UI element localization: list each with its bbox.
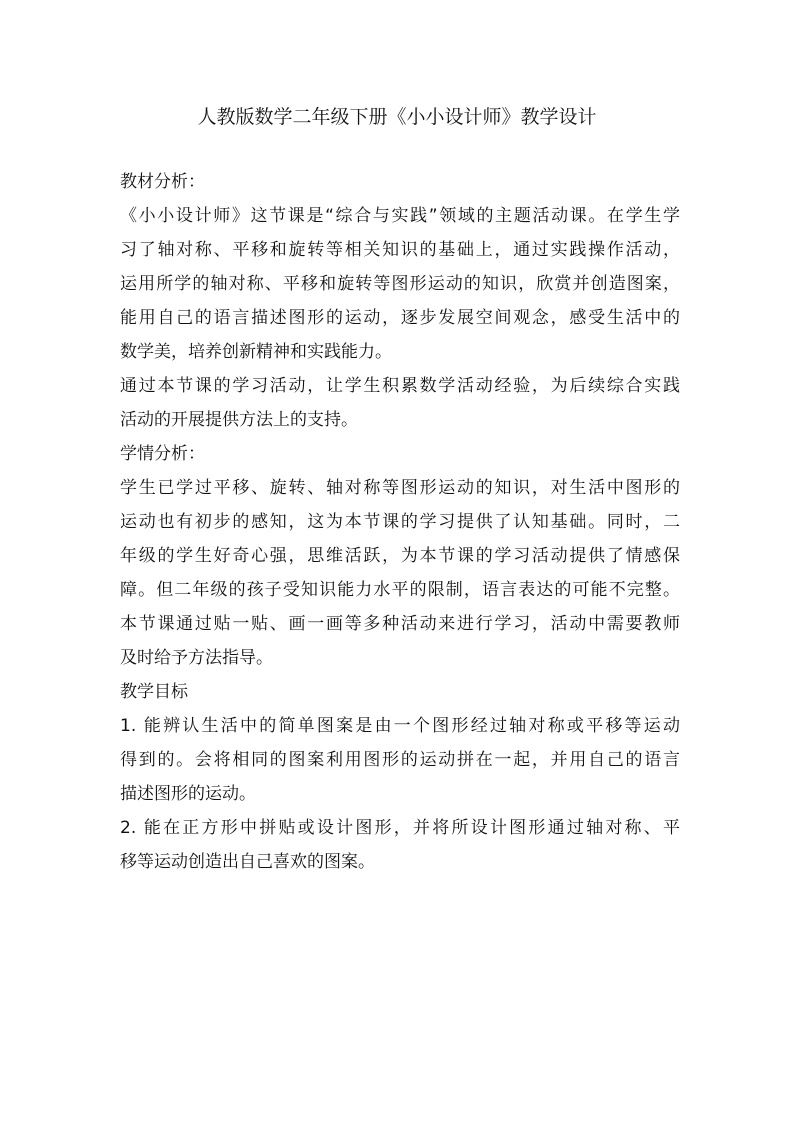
goal-item-line: 描述图形的运动。 [120,784,256,804]
paragraph-line: 运用所学的轴对称、平移和旋转等图形运动的知识，欣赏并创造图案， [120,274,680,294]
paragraph-line: 能用自己的语言描述图形的运动，逐步发展空间观念，感受生活中的 [120,308,680,328]
paragraph-line: 活动的开展提供方法上的支持。 [120,410,358,430]
paragraph-line: 障。但二年级的孩子受知识能力水平的限制，语言表达的可能不完整。 [120,580,680,600]
paragraph-line: 本节课通过贴一贴、画一画等多种活动来进行学习，活动中需要教师 [120,614,680,634]
paragraph-line: 习了轴对称、平移和旋转等相关知识的基础上，通过实践操作活动， [120,240,680,260]
goal-item-line: 2. 能在正方形中拼贴或设计图形，并将所设计图形通过轴对称、平 [120,818,680,838]
section-heading-teaching-goals: 教学目标 [120,682,188,702]
section-heading-textbook-analysis: 教材分析： [120,172,205,192]
goal-item-line: 得到的。会将相同的图案利用图形的运动拼在一起，并用自己的语言 [120,750,680,770]
goal-item-line: 移等运动创造出自己喜欢的图案。 [120,852,375,872]
document-body [120,165,680,879]
section-heading-student-analysis: 学情分析： [120,444,205,464]
goal-item-line: 1. 能辨认生活中的简单图案是由一个图形经过轴对称或平移等运动 [120,716,680,736]
paragraph-line: 年级的学生好奇心强，思维活跃，为本节课的学习活动提供了情感保 [120,546,680,566]
paragraph-line: 数学美，培养创新精神和实践能力。 [120,342,392,362]
paragraph-line: 通过本节课的学习活动，让学生积累数学活动经验，为后续综合实践 [120,376,680,396]
paragraph-line: 运动也有初步的感知，这为本节课的学习提供了认知基础。同时，二 [120,512,680,532]
paragraph-line: 及时给予方法指导。 [120,648,273,668]
document-title: 人教版数学二年级下册《小小设计师》教学设计 [197,106,597,128]
paragraph-line: 《小小设计师》这节课是“综合与实践”领域的主题活动课。在学生学 [120,206,680,226]
paragraph-line: 学生已学过平移、旋转、轴对称等图形运动的知识，对生活中图形的 [120,478,680,498]
